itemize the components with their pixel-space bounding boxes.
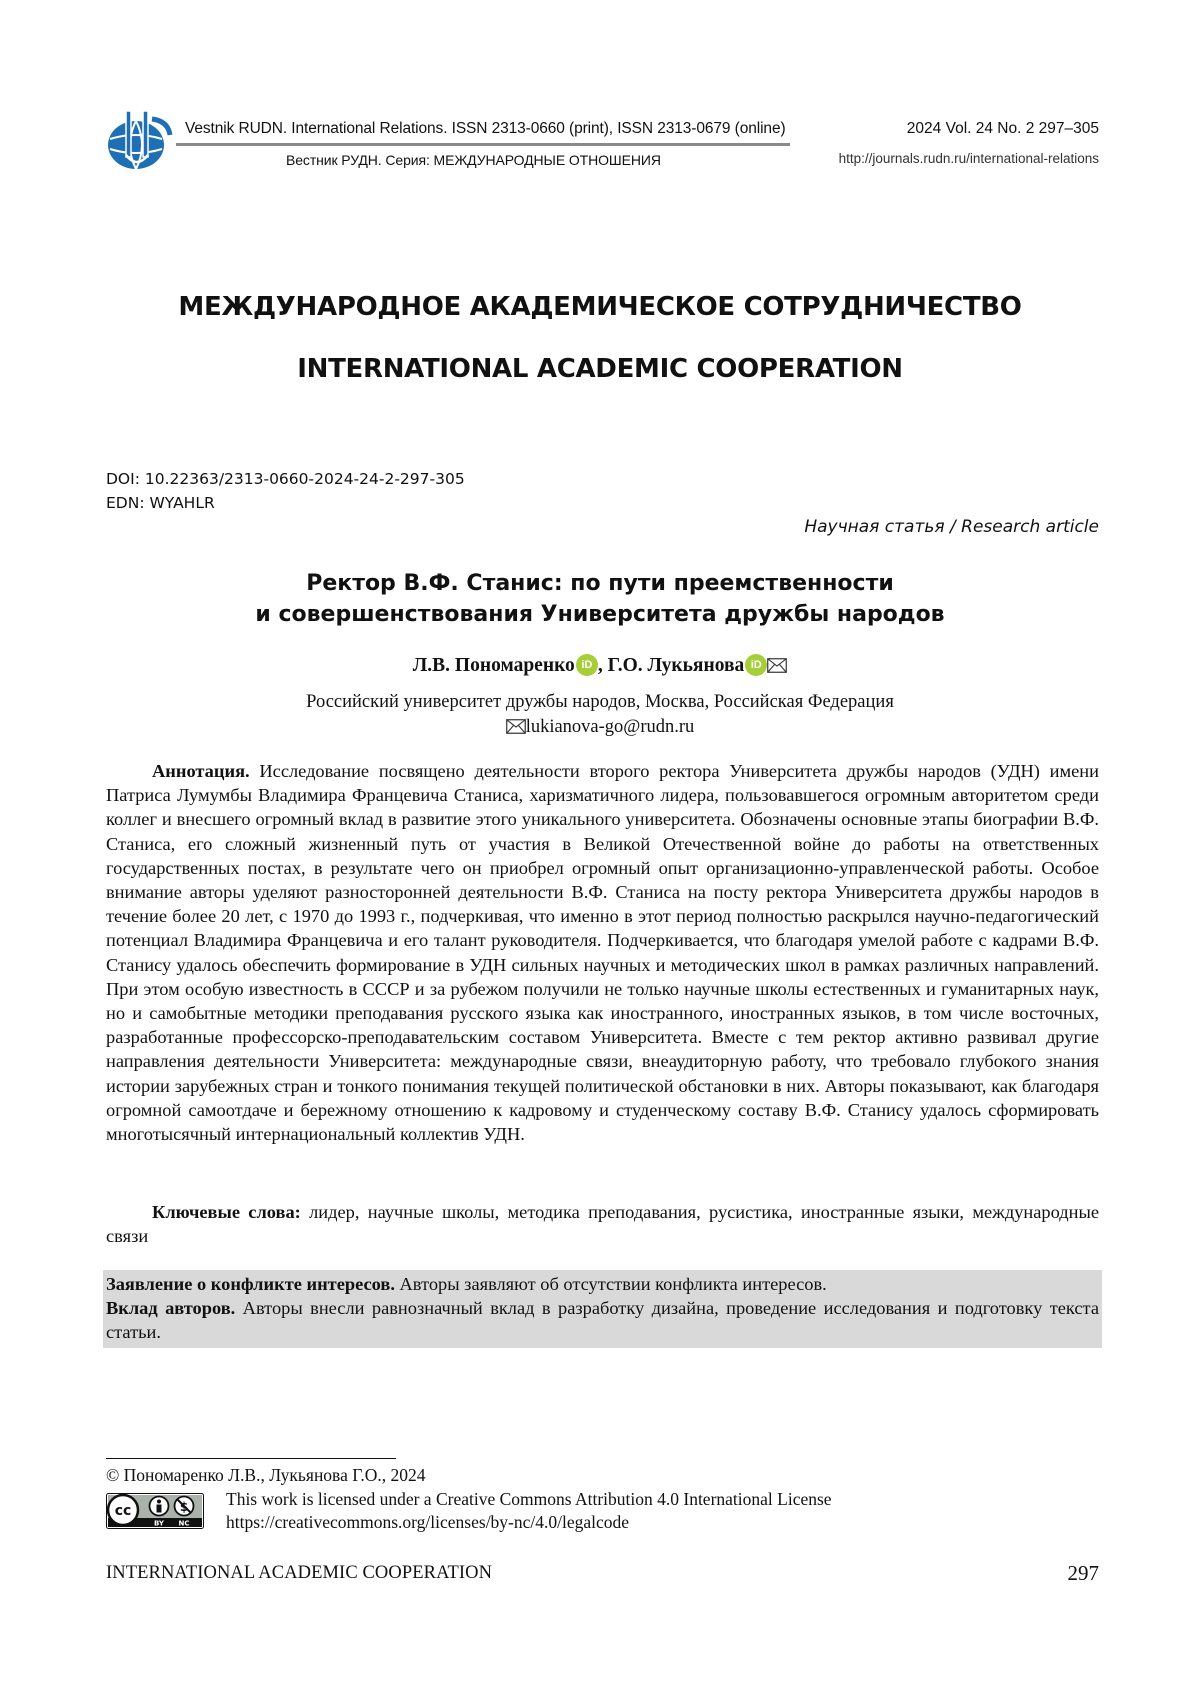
page-number: 297 — [1068, 1561, 1100, 1586]
abstract-label: Аннотация. — [152, 761, 250, 781]
copyright: © Пономаренко Л.В., Лукьянова Г.О., 2024 — [106, 1465, 426, 1486]
section-title-ru: МЕЖДУНАРОДНОЕ АКАДЕМИЧЕСКОЕ СОТРУДНИЧЕСТВО — [0, 292, 1200, 322]
doi[interactable]: DOI: 10.22363/2313-0660-2024-24-2-297-305 — [106, 470, 465, 488]
keywords-label: Ключевые слова: — [152, 1202, 301, 1222]
orcid-icon[interactable]: iD — [745, 654, 767, 676]
orcid-icon[interactable]: iD — [576, 654, 598, 676]
affiliation: Российский университет дружбы народов, Москва, Российская Федерация — [0, 692, 1200, 713]
authors — [0, 654, 1200, 677]
conflict-statement — [106, 1272, 1099, 1296]
journal-url[interactable]: http://journals.rudn.ru/international-relations — [839, 151, 1099, 166]
author-separator: , — [598, 655, 608, 676]
author-1: Л.В. Пономаренко — [413, 655, 575, 676]
journal-page — [0, 0, 1200, 1698]
edn: EDN: WYAHLR — [106, 494, 215, 512]
keywords-text: лидер, научные школы, методика преподавания, русистика, иностранные языки, международные связи — [106, 1202, 1099, 1246]
volume-info: 2024 Vol. 24 No. 2 297–305 — [907, 120, 1099, 138]
cc-badge-by-text: BY — [154, 1520, 165, 1528]
article-title — [0, 568, 1200, 630]
article-type: Научная статья / Research article — [804, 517, 1099, 537]
license-text: This work is licensed under a Creative Commons Attribution 4.0 International License — [226, 1489, 832, 1510]
article-title-line-1: Ректор В.Ф. Станис: по пути преемственности — [0, 568, 1200, 599]
envelope-icon — [506, 719, 526, 734]
statements-box — [103, 1270, 1102, 1348]
conflict-text: Авторы заявляют об отсутствии конфликта интересов. — [400, 1274, 827, 1294]
journal-title-ru: Вестник РУДН. Серия: МЕЖДУНАРОДНЫЕ ОТНОШЕНИЯ — [286, 152, 661, 168]
envelope-icon — [767, 658, 787, 673]
contribution-label: Вклад авторов. — [106, 1298, 235, 1318]
cc-badge-nc-text: NC — [179, 1520, 190, 1528]
contribution-statement — [106, 1296, 1099, 1344]
conflict-label: Заявление о конфликте интересов. — [106, 1274, 395, 1294]
keywords — [106, 1200, 1099, 1248]
cc-badge-cc-text: cc — [115, 1503, 132, 1519]
article-title-line-2: и совершенствования Университета дружбы народов — [0, 599, 1200, 630]
footer-section-name: INTERNATIONAL ACADEMIC COOPERATION — [106, 1563, 492, 1584]
rudn-globe-logo-icon — [106, 109, 174, 173]
footnote-rule — [106, 1458, 396, 1459]
license-url[interactable]: https://creativecommons.org/licenses/by-nc/4.0/legalcode — [226, 1512, 629, 1533]
journal-title-en: Vestnik RUDN. International Relations. ISSN 2313-0660 (print), ISSN 2313-0679 (online) — [185, 120, 786, 138]
cc-by-nc-badge-icon[interactable] — [106, 1493, 204, 1529]
abstract — [106, 759, 1099, 1146]
email-address[interactable]: lukianova-go@rudn.ru — [526, 717, 695, 737]
section-title-en: INTERNATIONAL ACADEMIC COOPERATION — [0, 354, 1200, 384]
contribution-text: Авторы внесли равнозначный вклад в разработку дизайна, проведение исследования и подготовку текста статьи. — [106, 1298, 1099, 1342]
header-rule — [176, 143, 790, 146]
author-2: Г.О. Лукьянова — [608, 655, 745, 676]
abstract-text: Исследование посвящено деятельности второго ректора Университета дружбы народов (УДН) имени Патриса Лумумбы Владимира Францевича Станиса, харизматичного лидера, пользовавшегося огромным авторитетом среди коллег и внесшего огромный вклад в развитие этого уникального университета. Обозначены основные этапы биографии В.Ф. Станиса, его сложный жизненный путь от участия в Великой Отечественной войне до работы на ответственных государственных постах, в результате чего он приобрел огромный опыт организационно-управленческой работы. Особое внимание авторы уделяют разносторонней деятельности В.Ф. Станиса на посту ректора Университета дружбы народов в течение более 20 лет, с 1970 до 1993 г., подчеркивая, что именно в этот период полностью раскрылся научно-педагогический потенциал Владимира Францевича и его талант руководителя. Подчеркивается, что благодаря умелой работе с кадрами В.Ф. Станису удалось обеспечить формирование в УДН сильных научных и методических школ в рамках различных направлений. При этом особую известность в СССР и за рубежом получили не только научные школы естественных и гуманитарных наук, но и самобытные методики преподавания русского языка как иностранного, иностранных языков, в том числе восточных, разработанные профессорско-преподавательским составом Университета. Вместе с тем ректор активно развивал другие направления деятельности Университета: международные связи, внеаудиторную работу, что требовало глубокого знания истории зарубежных стран и тонкого понимания текущей политической обстановки в них. Авторы показывают, как благодаря огромной самоотдаче и бережному отношению к кадровому и студенческому составу В.Ф. Станису удалось сформировать многотысячный интернациональный коллектив УДН. — [106, 761, 1099, 1144]
email-line — [0, 717, 1200, 738]
